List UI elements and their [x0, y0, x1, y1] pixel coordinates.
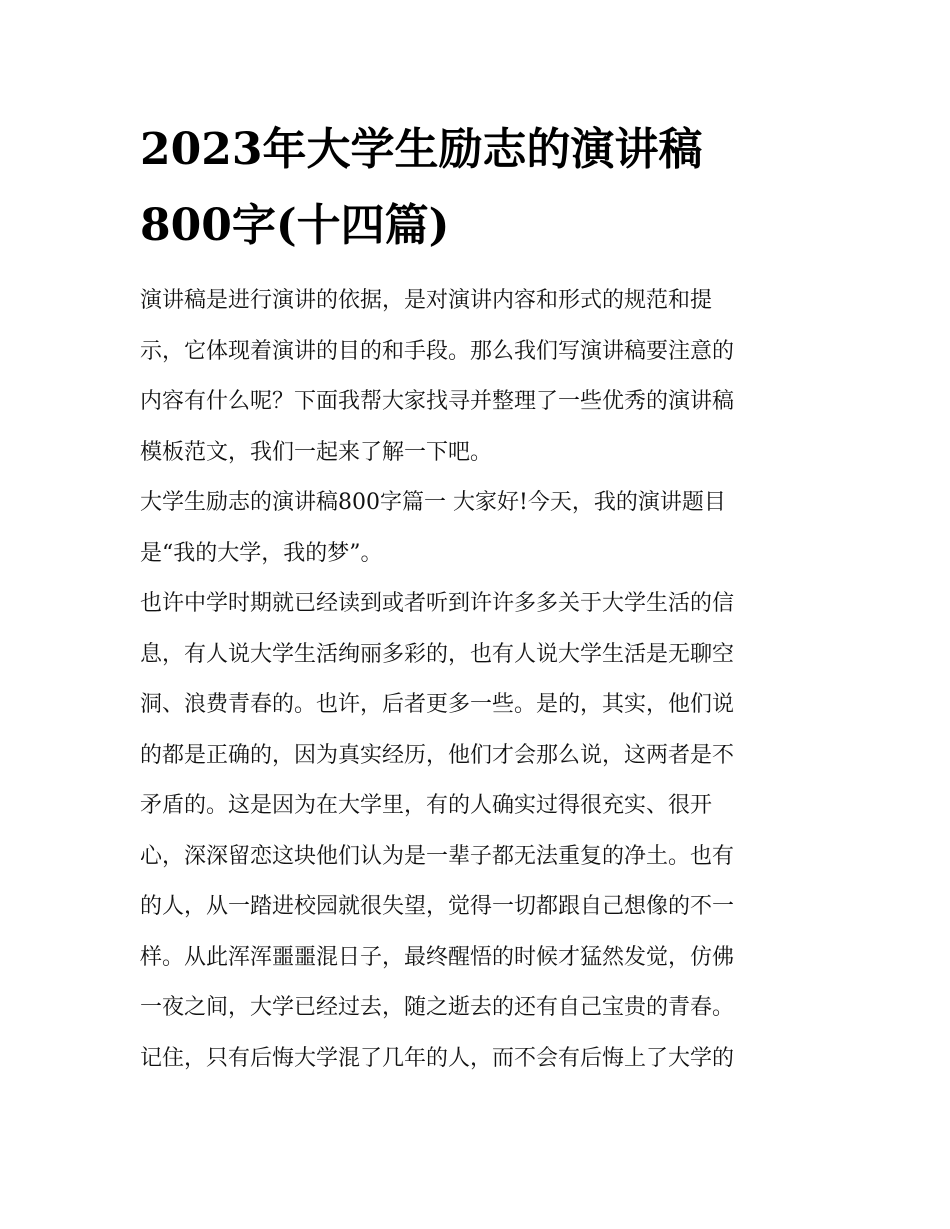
- section-heading-paragraph: [140, 478, 812, 579]
- text-line: 的都是正确的，因为真实经历，他们才会那么说，这两者是不: [140, 742, 735, 768]
- text-line: 洞、浪费青春的。也许，后者更多一些。是的，其实，他们说: [140, 692, 735, 717]
- text-line: 记住，只有后悔大学混了几年的人，而不会有后悔上了大学的: [140, 1045, 735, 1071]
- text-line: 也许中学时期就已经读到或者听到许许多多关于大学生活的信: [140, 591, 735, 616]
- title-line-2: 800字(十四篇): [140, 200, 450, 251]
- text-line: 息，有人说大学生活绚丽多彩的，也有人说大学生活是无聊空: [140, 641, 735, 667]
- title-line-1: 2023年大学生励志的演讲稿: [140, 124, 703, 175]
- text-line: 一夜之间，大学已经过去，随之逝去的还有自己宝贵的青春。: [140, 995, 735, 1020]
- document-title: [140, 112, 812, 264]
- document-page: [140, 112, 812, 1084]
- text-line: 心，深深留恋这块他们认为是一辈子都无法重复的净土。也有: [140, 843, 735, 869]
- document-body: [140, 276, 812, 1084]
- text-line: 内容有什么呢？下面我帮大家找寻并整理了一些优秀的演讲稿: [140, 389, 735, 414]
- text-line: 的人，从一踏进校园就很失望，觉得一切都跟自己想像的不一: [140, 894, 735, 919]
- speech-paragraph: [140, 579, 812, 1084]
- text-line: 是“我的大学，我的梦”。: [140, 540, 383, 566]
- text-line: 矛盾的。这是因为在大学里，有的人确实过得很充实、很开: [140, 793, 713, 818]
- text-line: 示，它体现着演讲的目的和手段。那么我们写演讲稿要注意的: [140, 338, 735, 364]
- text-line: 样。从此浑浑噩噩混日子，最终醒悟的时候才猛然发觉，仿佛: [140, 944, 735, 970]
- intro-paragraph: [140, 276, 812, 478]
- text-line: 模板范文，我们一起来了解一下吧。: [140, 439, 493, 465]
- text-line: 大学生励志的演讲稿800字篇一 大家好!今天，我的演讲题目: [140, 490, 726, 515]
- text-line: 演讲稿是进行演讲的依据，是对演讲内容和形式的规范和提: [140, 288, 713, 313]
